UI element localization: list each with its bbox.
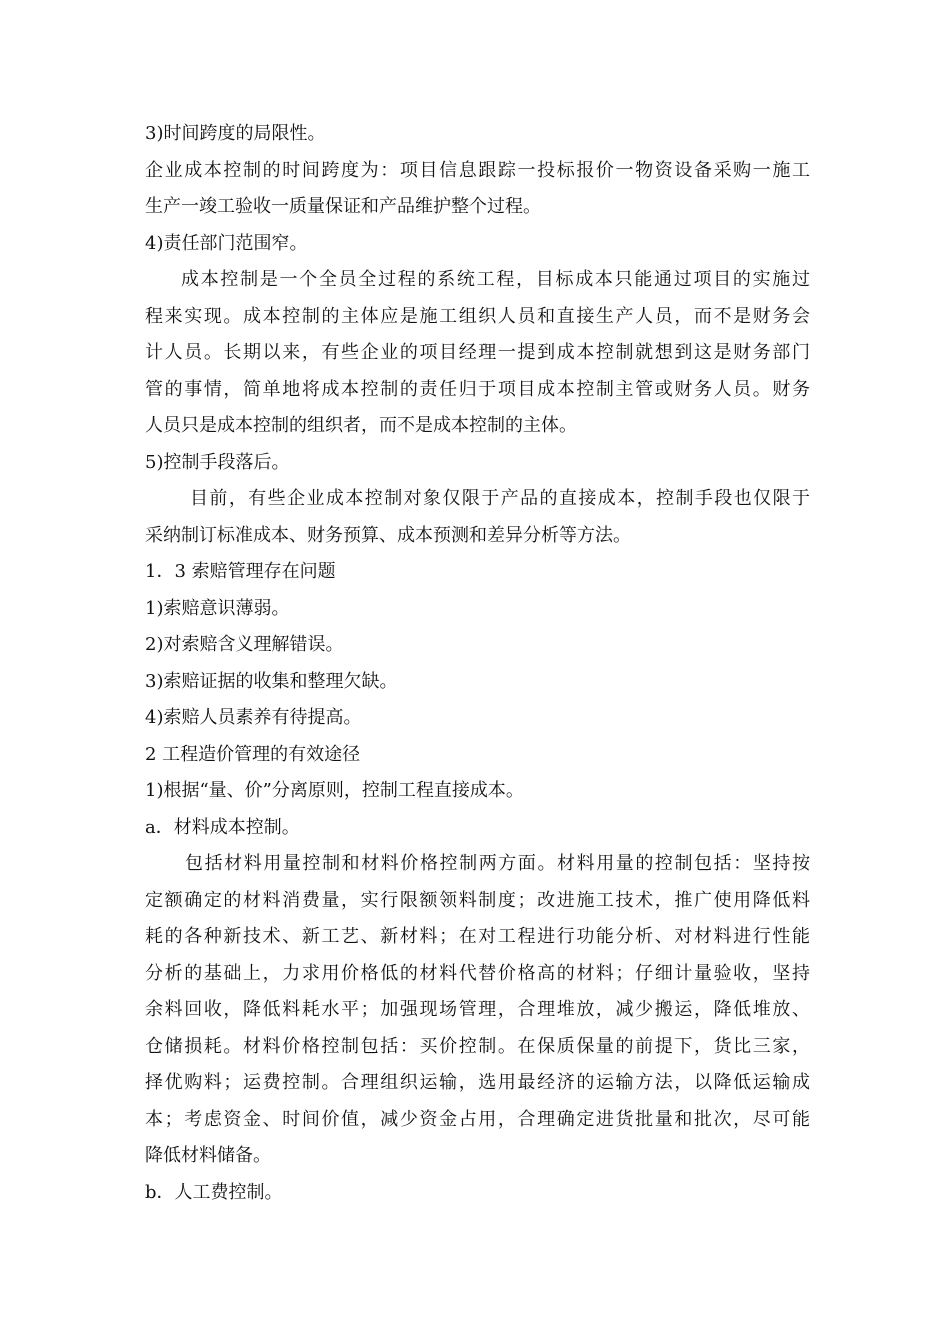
document-body: [145, 116, 810, 1211]
paragraph-line: 仓储损耗。材料价格控制包括：买价控制。在保质保量的前提下，货比三家，: [145, 1035, 810, 1057]
paragraph-line: 生产一竣工验收一质量保证和产品维护整个过程。: [145, 196, 541, 217]
list-item: 1)根据“量、价”分离原则，控制工程直接成本。: [145, 780, 524, 801]
paragraph-line: 分析的基础上，力求用价格低的材料代替价格高的材料；仔细计量验收，坚持: [145, 962, 810, 984]
paragraph-line: 采纳制订标准成本、财务预算、成本预测和差异分析等方法。: [145, 524, 631, 546]
paragraph-line: 降低材料储备。: [145, 1145, 271, 1166]
paragraph-line: 管的事情，简单地将成本控制的责任归于项目成本控制主管或财务人员。财务: [145, 378, 810, 400]
list-item: 2)对索赔含义理解错误。: [145, 634, 344, 655]
paragraph-line: 耗的各种新技术、新工艺、新材料；在对工程进行功能分析、对材料进行性能: [145, 926, 810, 947]
list-item: 4)索赔人员素养有待提高。: [145, 707, 362, 728]
paragraph-line: 成本控制是一个全员全过程的系统工程，目标成本只能通过项目的实施过: [181, 269, 810, 290]
list-item: 1)索赔意识薄弱。: [145, 597, 290, 619]
list-item: 3)索赔证据的收集和整理欠缺。: [145, 670, 398, 692]
paragraph-line: 目前，有些企业成本控制对象仅限于产品的直接成本，控制手段也仅限于: [190, 488, 810, 509]
subheading-labor-cost-control: b．人工费控制。: [145, 1181, 283, 1203]
heading-time-span-limitation: 3)时间跨度的局限性。: [145, 123, 326, 144]
paragraph-line: 包括材料用量控制和材料价格控制两方面。材料用量的控制包括：坚持按: [185, 853, 810, 874]
paragraph-line: 择优购料；运费控制。合理组织运输，选用最经济的运输方法，以降低运输成: [145, 1072, 810, 1093]
heading-outdated-control-means: 5)控制手段落后。: [145, 451, 290, 473]
section-heading-claims-issues: 1．3 索赔管理存在问题: [145, 561, 336, 582]
heading-narrow-department-scope: 4)责任部门范围窄。: [145, 232, 308, 254]
subheading-material-cost-control: a．材料成本控制。: [145, 816, 300, 838]
section-heading-effective-approaches: 2 工程造价管理的有效途径: [145, 743, 361, 765]
paragraph-line: 定额确定的材料消费量，实行限额领料制度；改进施工技术，推广使用降低料: [145, 889, 810, 911]
paragraph-line: 计人员。长期以来，有些企业的项目经理一提到成本控制就想到这是财务部门: [145, 342, 810, 363]
paragraph-line: 本；考虑资金、时间价值，减少资金占用，合理确定进货批量和批次，尽可能: [145, 1108, 810, 1130]
paragraph-line: 企业成本控制的时间跨度为：项目信息跟踪一投标报价一物资设备采购一施工: [145, 159, 810, 181]
paragraph-line: 程来实现。成本控制的主体应是施工组织人员和直接生产人员，而不是财务会: [145, 305, 810, 327]
paragraph-line: 余料回收，降低料耗水平；加强现场管理，合理堆放，减少搬运，降低堆放、: [145, 999, 810, 1020]
paragraph-line: 人员只是成本控制的组织者，而不是成本控制的主体。: [145, 415, 577, 436]
